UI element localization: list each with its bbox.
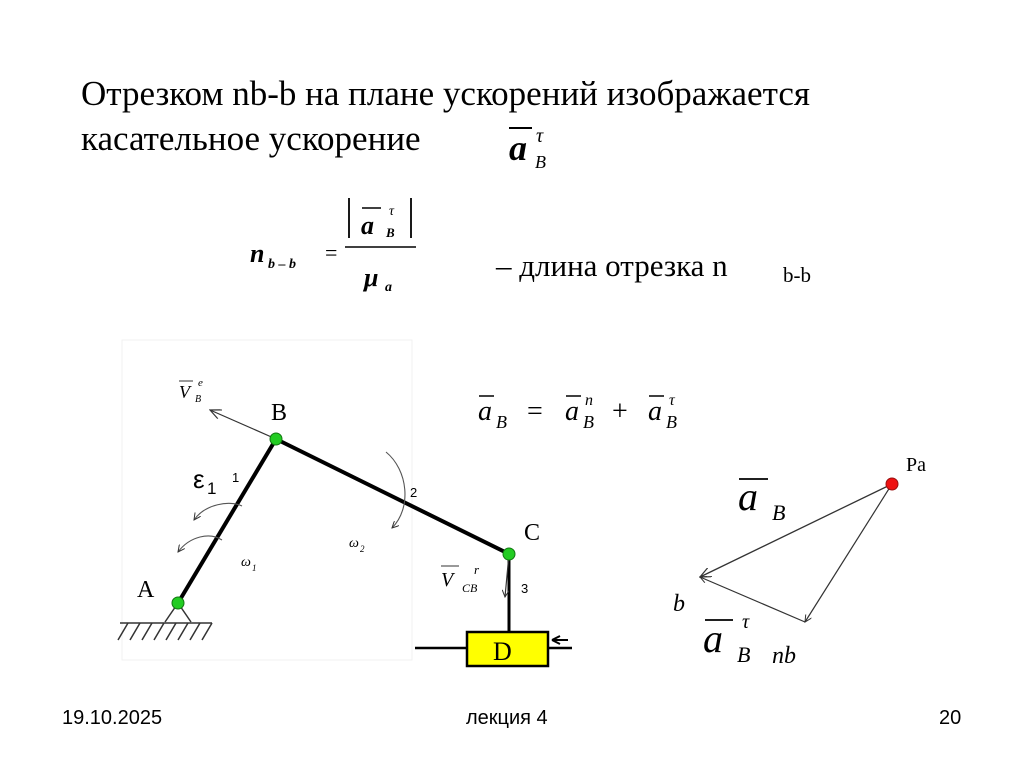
label-link-3: 3: [521, 581, 529, 596]
formula-num-sub: B: [386, 225, 395, 240]
length-description: [495, 248, 811, 287]
formula-num-sup: τ: [389, 204, 395, 219]
omega2-arc: [386, 452, 405, 528]
plan-at-sub: B: [737, 642, 751, 667]
mechanism-frame: [122, 340, 412, 660]
label-VCB-sup: r: [474, 562, 480, 577]
sum-a3-sub: B: [666, 412, 677, 432]
label-VB: V: [179, 382, 190, 402]
sum-a3-sup: τ: [669, 392, 675, 409]
sum-a1: a: [478, 396, 492, 427]
label-B: B: [271, 400, 288, 426]
joint-B: [270, 433, 282, 445]
sum-a2-sup: n: [585, 392, 593, 409]
formula-den-sub: a: [385, 280, 392, 295]
plan-at-symbol: a: [703, 616, 723, 661]
joint-A: [172, 597, 184, 609]
sum-a2: a: [565, 396, 579, 427]
label-link-1: 1: [232, 470, 240, 485]
sum-a1-sub: B: [496, 412, 507, 432]
label-link-2: 2: [410, 485, 418, 500]
sum-plus: +: [612, 396, 628, 427]
footer-lecture: лекция 4: [466, 707, 548, 729]
formula-lhs-sub: b – b: [268, 257, 296, 272]
formula-num-a: a: [361, 211, 374, 240]
ground-support: [118, 603, 212, 640]
heading-vec-a: a: [509, 128, 527, 168]
heading-vec-sub: B: [535, 152, 546, 172]
label-nb: nb: [772, 643, 796, 669]
sum-eq: =: [527, 396, 543, 427]
formula-eq: =: [325, 240, 338, 265]
footer-date: 19.10.2025: [62, 707, 163, 729]
pole-Pa: [886, 478, 898, 490]
vector-VB-arrow: [210, 410, 276, 439]
length-formula: [250, 198, 416, 295]
label-VCB-sub: CB: [462, 581, 478, 595]
label-D: D: [493, 637, 512, 666]
heading-line-1: Отрезком nb-b на плане ускорений изображается: [81, 74, 810, 113]
plan-at-sup: τ: [742, 611, 750, 633]
label-b: b: [673, 591, 685, 617]
label-VB-sup: e: [198, 377, 203, 389]
acceleration-plan: [673, 454, 926, 669]
desc-sub: b-b: [783, 263, 811, 287]
plan-aB-sub: B: [772, 500, 786, 525]
sum-a2-sub: B: [583, 412, 594, 432]
heading-vec-sup: τ: [536, 125, 544, 147]
label-epsilon-sub: 1: [207, 479, 217, 498]
plan-aB-symbol: a: [738, 474, 758, 519]
link-BC: [276, 439, 509, 554]
label-C: C: [524, 520, 541, 546]
heading-line-2: касательное ускорение: [81, 119, 421, 158]
label-Pa: Pa: [906, 454, 926, 476]
formula-den-mu: μ: [364, 263, 379, 292]
heading-vector-aB-tau: [509, 125, 546, 172]
label-VCB: V: [441, 569, 454, 591]
joint-C: [503, 548, 515, 560]
footer-page-number: 20: [939, 707, 962, 729]
desc-prefix: – длина отрезка n: [496, 248, 728, 283]
label-omega2-sub: 2: [360, 544, 365, 554]
label-A: A: [137, 577, 155, 603]
label-omega1: ω: [241, 555, 251, 570]
label-omega1-sub: 1: [252, 563, 257, 573]
label-epsilon: ε: [193, 464, 205, 494]
sum-a3: a: [648, 396, 662, 427]
label-omega2: ω: [349, 536, 359, 551]
label-VB-sub: B: [195, 394, 202, 405]
formula-lhs-n: n: [250, 239, 265, 268]
sum-formula: [478, 392, 677, 432]
